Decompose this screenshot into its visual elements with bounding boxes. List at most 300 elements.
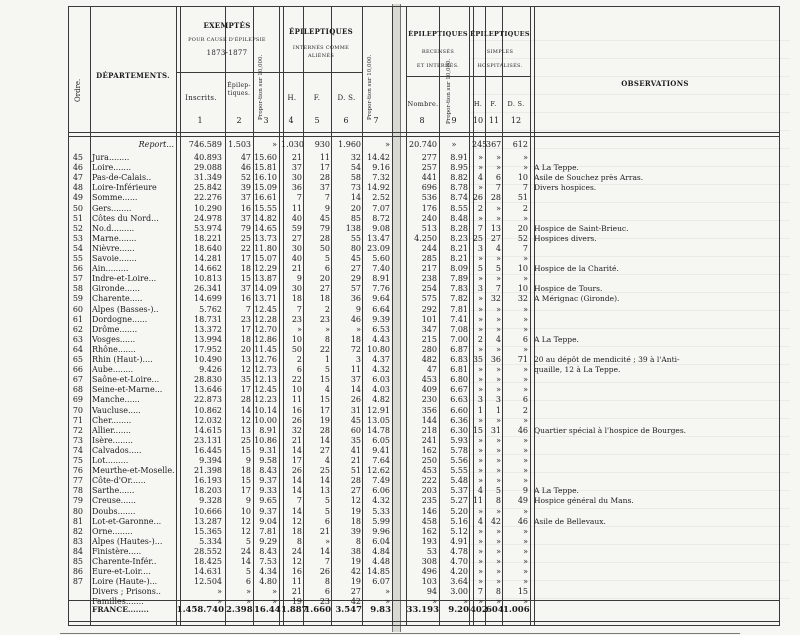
- cell: 15.09: [254, 183, 277, 193]
- cell: 6: [245, 577, 251, 587]
- col-number: 8: [419, 116, 425, 125]
- cell: 7.82: [450, 294, 468, 304]
- cell: 11.45: [254, 344, 277, 354]
- cell: 7.53: [259, 557, 277, 566]
- cell: 15: [319, 395, 330, 405]
- cell: 8.28: [450, 223, 468, 233]
- cell: 746.589: [188, 140, 222, 149]
- col-number: 5: [314, 116, 320, 125]
- cell: 6: [522, 334, 528, 344]
- cell: 7: [477, 223, 483, 233]
- row-number: 83: [72, 536, 83, 546]
- cell: 12: [291, 516, 302, 526]
- cell: 21: [291, 153, 302, 162]
- cell: »: [246, 587, 251, 597]
- table-row: [0, 577, 800, 587]
- table-row: [0, 335, 800, 345]
- cell: 101: [421, 314, 437, 324]
- cell: 10.813: [194, 274, 222, 284]
- department-name: Orne........: [92, 526, 133, 536]
- cell: 6: [324, 516, 330, 526]
- cell: 13.87: [254, 274, 277, 284]
- table-row: [0, 254, 800, 264]
- cell: 218: [421, 425, 437, 435]
- cell: 8.23: [450, 233, 468, 243]
- rule: [406, 76, 530, 77]
- cell: »: [325, 324, 330, 334]
- cell: 12: [240, 516, 251, 526]
- cell: »: [385, 587, 390, 597]
- cell: 8: [355, 536, 361, 546]
- cell: 7: [495, 284, 501, 294]
- cell: 5: [495, 264, 501, 274]
- report-label: Report...: [138, 140, 174, 149]
- table-row: [0, 153, 800, 163]
- cell: 25: [319, 466, 330, 476]
- department-name: Indre-et-Loire...: [92, 274, 157, 284]
- cell: 14: [350, 385, 361, 395]
- cell: »: [523, 567, 528, 577]
- col-number: 6: [343, 116, 349, 125]
- cell: 4.84: [372, 546, 390, 556]
- table-row: [0, 517, 800, 527]
- row-number: 56: [72, 264, 83, 274]
- cell: 277: [421, 153, 437, 162]
- cell: »: [496, 506, 501, 516]
- department-name: Manche......: [92, 395, 140, 405]
- cell: 22: [291, 375, 302, 385]
- cell: 10.862: [194, 405, 222, 415]
- cell: 9.394: [199, 456, 222, 465]
- cell: 9.64: [372, 294, 390, 304]
- cell: 193: [421, 536, 437, 546]
- cell: 36: [490, 355, 501, 364]
- cell: 8.91: [372, 274, 390, 284]
- row-number: 66: [72, 365, 83, 375]
- cell: 16: [240, 294, 251, 304]
- col-number: 2: [236, 116, 242, 125]
- cell: »: [523, 557, 528, 566]
- cell: 8.43: [259, 546, 277, 556]
- cell: 24.978: [194, 213, 222, 223]
- cell: 22.276: [194, 193, 222, 203]
- cell: 6.04: [372, 536, 390, 546]
- observation: Hospice de la Charité.: [534, 264, 619, 274]
- row-number: 72: [72, 425, 83, 435]
- cell: »: [496, 526, 501, 536]
- cell: 28: [319, 173, 330, 183]
- cell: »: [478, 546, 483, 556]
- table-row: [0, 305, 800, 315]
- cell: 6.07: [372, 577, 390, 587]
- table-row: [0, 163, 800, 173]
- cell: 37: [240, 284, 251, 294]
- cell: 367: [486, 140, 502, 149]
- cell: 7: [477, 587, 483, 597]
- cell: 13: [490, 223, 501, 233]
- cell: 10.666: [194, 506, 222, 516]
- cell: 6.83: [450, 355, 468, 364]
- cell: 7.64: [372, 456, 390, 465]
- cell: »: [478, 456, 483, 465]
- table-row: [0, 214, 800, 224]
- cell: 4.32: [372, 365, 390, 375]
- cell: 6.81: [450, 365, 468, 375]
- cell: 5.334: [199, 536, 222, 546]
- row-number: 59: [72, 294, 83, 304]
- cell: 36: [350, 294, 361, 304]
- cell: 27: [350, 264, 361, 274]
- cell: 39: [240, 183, 251, 193]
- cell: 9.20: [448, 605, 469, 615]
- row-number: 63: [72, 334, 83, 344]
- department-name: Lot-et-Garonne...: [92, 516, 162, 526]
- cell: 46: [517, 425, 528, 435]
- cell: 4: [495, 243, 501, 253]
- cell: »: [217, 587, 222, 597]
- department-name: Saône-et-Loire...: [92, 375, 160, 385]
- cell: 23: [291, 314, 302, 324]
- cell: 15: [240, 445, 251, 455]
- cell: »: [478, 415, 483, 425]
- cell: 35: [472, 355, 483, 364]
- cell: 60: [350, 425, 361, 435]
- cell: 536: [421, 193, 437, 203]
- cell: »: [523, 254, 528, 263]
- table-row: [0, 355, 800, 365]
- cell: 612: [512, 140, 528, 149]
- col-number: 4: [288, 116, 294, 125]
- cell: 21.398: [194, 466, 222, 476]
- cell: 16.44: [254, 605, 281, 615]
- cell: 7: [522, 243, 528, 253]
- table-row: [0, 486, 800, 496]
- department-name: Savoie.......: [92, 254, 137, 263]
- cell: »: [478, 183, 483, 193]
- cell: 19: [350, 506, 361, 516]
- observations-header: OBSERVATIONS: [621, 79, 689, 88]
- cell: 2.52: [372, 193, 390, 203]
- department-name: Divers ; Prisons..: [92, 587, 161, 597]
- cell: 12.23: [254, 395, 277, 405]
- cell: »: [523, 344, 528, 354]
- cell: 46: [240, 163, 251, 173]
- cell: 71: [517, 355, 528, 364]
- cell: 21: [291, 587, 302, 597]
- cell: 7: [495, 183, 501, 193]
- row-number: 74: [72, 445, 83, 455]
- epi-simples-sub2: HOSPITALISÉS.: [477, 63, 523, 69]
- total-label: FRANCE........: [92, 605, 149, 614]
- cell: 5: [324, 506, 330, 516]
- cell: 45: [350, 254, 361, 263]
- cell: 144: [421, 415, 437, 425]
- cell: 28: [240, 395, 251, 405]
- cell: 12.13: [254, 375, 277, 385]
- cell: 8.91: [450, 153, 468, 162]
- cell: 16.10: [254, 173, 277, 183]
- cell: 575: [421, 294, 437, 304]
- department-name: Vaucluse.....: [92, 405, 141, 415]
- cell: 250: [421, 456, 437, 465]
- cell: 6.87: [450, 344, 468, 354]
- table-row: [0, 385, 800, 395]
- cell: 40: [291, 213, 302, 223]
- f-header: F.: [313, 94, 321, 102]
- cell: »: [478, 385, 483, 395]
- ds-header: D. S.: [337, 94, 356, 102]
- row-number: 47: [72, 173, 83, 183]
- observation: Quartier spécial à l'hospice de Bourges.: [534, 425, 687, 435]
- observation: A Mérignac (Gironde).: [534, 294, 620, 304]
- cell: 453: [421, 466, 437, 476]
- cell: 18.425: [194, 557, 222, 566]
- cell: »: [272, 587, 277, 597]
- proportion-header-3: Propor-tion sur 10,000.: [446, 58, 452, 124]
- observation: A La Teppe.: [534, 163, 579, 173]
- cell: 5.55: [450, 466, 468, 476]
- department-name: Allier.......: [92, 425, 131, 435]
- table-row: [0, 284, 800, 294]
- cell: »: [478, 153, 483, 162]
- cell: 203: [421, 486, 437, 496]
- department-name: Charente.....: [92, 294, 143, 304]
- cell: 19: [350, 577, 361, 587]
- cell: 3.64: [450, 577, 468, 587]
- cell: 32: [291, 425, 302, 435]
- cell: 59: [291, 223, 302, 233]
- cell: 6: [495, 173, 501, 183]
- cell: 5.20: [450, 506, 468, 516]
- cell: 22: [240, 243, 251, 253]
- cell: »: [496, 254, 501, 263]
- department-name: Vosges......: [92, 334, 136, 344]
- department-name: Charente-Infér..: [92, 557, 157, 566]
- cell: 4: [477, 516, 483, 526]
- epileptiques-header: Épilep-tiques.: [227, 82, 251, 97]
- cell: »: [217, 597, 222, 607]
- proportion-header: Propor-tion sur 10,000.: [258, 54, 264, 120]
- row-number: 87: [72, 577, 83, 587]
- cell: 28: [319, 425, 330, 435]
- cell: 14: [319, 476, 330, 486]
- cell: 26.341: [194, 284, 222, 294]
- table-row: [0, 587, 800, 597]
- col-number: 11: [488, 116, 500, 125]
- cell: 21: [291, 435, 302, 445]
- cell: 3: [477, 284, 483, 294]
- cell: 28.552: [194, 546, 222, 556]
- cell: 21: [319, 526, 330, 536]
- cell: 37: [291, 163, 302, 173]
- cell: 8: [324, 577, 330, 587]
- cell: 20: [319, 274, 330, 284]
- cell: 19: [319, 415, 330, 425]
- cell: 14.699: [194, 294, 222, 304]
- cell: 26: [319, 567, 330, 577]
- cell: 47: [240, 153, 251, 162]
- cell: »: [496, 375, 501, 385]
- department-name: Loire (Haute-)...: [92, 577, 158, 587]
- cell: »: [523, 466, 528, 476]
- cell: 3: [355, 355, 361, 364]
- row-number: 55: [72, 254, 83, 263]
- department-name: Drôme.......: [92, 324, 138, 334]
- cell: 27: [350, 587, 361, 597]
- rule: [68, 6, 780, 7]
- cell: 35: [350, 435, 361, 445]
- cell: »: [385, 597, 390, 607]
- cell: 31: [350, 405, 361, 415]
- cell: »: [478, 536, 483, 546]
- cell: 8.82: [450, 173, 468, 183]
- col-number: 3: [263, 116, 269, 125]
- cell: 14: [291, 506, 302, 516]
- cell: 24: [291, 546, 302, 556]
- cell: 10.14: [254, 405, 277, 415]
- department-name: Aube........: [92, 365, 134, 375]
- cell: »: [523, 385, 528, 395]
- cell: 22.873: [194, 395, 222, 405]
- cell: 235: [421, 496, 437, 506]
- department-name: Marne.......: [92, 233, 137, 243]
- cell: »: [496, 546, 501, 556]
- cell: 16.61: [254, 193, 277, 203]
- cell: 42: [490, 516, 501, 526]
- table-row: [0, 466, 800, 476]
- col-number: 9: [451, 116, 457, 125]
- cell: 23.131: [194, 435, 222, 445]
- observation: 20 au dépôt de mendicité ; 39 à l'Anti-: [534, 355, 680, 364]
- f-header-2: F.: [490, 100, 497, 108]
- cell: 25: [472, 233, 483, 243]
- cell: 21: [350, 456, 361, 465]
- cell: 7.40: [372, 264, 390, 274]
- table-row: [0, 395, 800, 405]
- cell: 52: [517, 233, 528, 243]
- cell: »: [478, 254, 483, 263]
- row-number: 71: [72, 415, 83, 425]
- cell: »: [478, 567, 483, 577]
- cell: 238: [421, 274, 437, 284]
- cell: 138: [345, 223, 361, 233]
- cell: 14.42: [367, 153, 390, 162]
- cell: »: [523, 324, 528, 334]
- cell: 7.81: [259, 526, 277, 536]
- observation: A La Teppe.: [534, 486, 579, 496]
- cell: 9.96: [372, 526, 390, 536]
- cell: 17: [319, 405, 330, 415]
- row-number: 48: [72, 183, 83, 193]
- cell: »: [523, 375, 528, 385]
- cell: »: [478, 365, 483, 375]
- cell: »: [451, 140, 457, 149]
- cell: 13.71: [254, 294, 277, 304]
- observation: A La Teppe.: [534, 334, 579, 344]
- cell: 6: [522, 395, 528, 405]
- cell: 40: [291, 254, 302, 263]
- cell: 4.78: [450, 546, 468, 556]
- cell: 15: [240, 274, 251, 284]
- cell: 8.09: [450, 264, 468, 274]
- table-row: [0, 274, 800, 284]
- table-row: [0, 446, 800, 456]
- cell: 39: [350, 526, 361, 536]
- cell: 15.365: [194, 526, 222, 536]
- row-number: 67: [72, 375, 83, 385]
- cell: »: [523, 476, 528, 486]
- cell: 1.030: [281, 140, 304, 149]
- cell: 45: [350, 415, 361, 425]
- table-row: [0, 537, 800, 547]
- cell: 1.660: [304, 605, 331, 615]
- department-name: No.d.........: [92, 223, 135, 233]
- cell: »: [523, 597, 528, 607]
- cell: 57: [350, 284, 361, 294]
- table-row: [0, 567, 800, 577]
- cell: 482: [421, 355, 437, 364]
- cell: 4.82: [372, 395, 390, 405]
- cell: 11: [472, 496, 483, 506]
- cell: 32: [350, 153, 361, 162]
- row-number: 49: [72, 193, 83, 203]
- cell: 10.490: [194, 355, 222, 364]
- col-number: 10: [472, 116, 484, 125]
- cell: 41: [350, 445, 361, 455]
- cell: »: [496, 456, 501, 465]
- cell: 18: [240, 264, 251, 274]
- cell: 176: [421, 203, 437, 213]
- cell: 6.30: [450, 425, 468, 435]
- cell: 9.08: [372, 223, 390, 233]
- department-name: Meurthe-et-Moselle.: [92, 466, 175, 476]
- cell: »: [523, 365, 528, 375]
- cell: 58: [350, 173, 361, 183]
- cell: 10.290: [194, 203, 222, 213]
- cell: 32: [490, 294, 501, 304]
- department-name: Dordogne......: [92, 314, 148, 324]
- row-number: 60: [72, 304, 83, 314]
- cell: 15: [240, 476, 251, 486]
- cell: 6: [324, 264, 330, 274]
- cell: 49: [517, 496, 528, 506]
- cell: 11: [319, 153, 330, 162]
- cell: 9.328: [199, 496, 222, 506]
- h-header-2: H.: [473, 100, 483, 108]
- cell: 29.088: [194, 163, 222, 173]
- department-name: Ain.........: [92, 264, 129, 274]
- cell: 356: [421, 405, 437, 415]
- total-row: [0, 605, 800, 617]
- cell: 94: [426, 587, 437, 597]
- table-row: [0, 224, 800, 234]
- cell: 6.60: [450, 405, 468, 415]
- cell: »: [478, 445, 483, 455]
- cell: »: [478, 466, 483, 476]
- department-name: Alpes (Basses-)..: [92, 304, 159, 314]
- cell: 36: [291, 183, 302, 193]
- epi-simples-title: ÉPILEPTIQUES: [470, 30, 530, 38]
- cell: 4: [324, 385, 330, 395]
- cell: »: [496, 213, 501, 223]
- cell: 146: [421, 506, 437, 516]
- cell: 8.21: [450, 254, 468, 263]
- cell: 85: [350, 213, 361, 223]
- cell: 25: [240, 435, 251, 445]
- cell: 46: [517, 516, 528, 526]
- cell: 26: [472, 193, 483, 203]
- cell: 4: [477, 486, 483, 496]
